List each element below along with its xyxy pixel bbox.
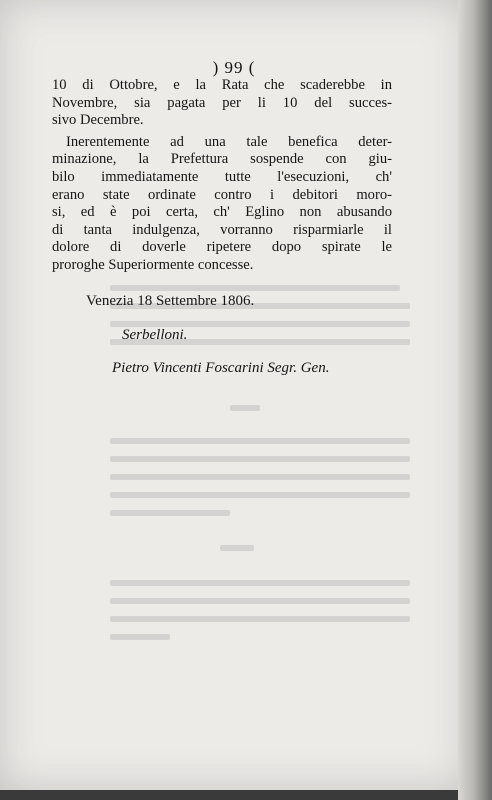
signature-secretary: Pietro Vincenti Foscarini Segr. Gen.	[112, 360, 330, 376]
text-line: di tanta indulgenza, vorranno risparmiarle il	[52, 221, 392, 238]
text-line: minazione, la Prefettura sospende con giu-	[52, 151, 392, 168]
signature-serbelloni: Serbelloni.	[122, 327, 188, 343]
place-and-date: Venezia 18 Settembre 1806.	[86, 293, 255, 309]
text-line: sivo Decembre.	[52, 112, 144, 129]
text-line: erano state ordinate contro i debitori moro-	[52, 186, 392, 203]
text-line: dolore di doverle ripetere dopo spirate le	[52, 239, 392, 256]
text-line: proroghe Superiormente concesse.	[52, 256, 254, 273]
text-line: 10 di Ottobre, e la Rata che scaderebbe in	[52, 77, 392, 93]
text-line: Inerentemente ad una tale benefica deter-	[66, 133, 392, 150]
page-edge-shadow	[458, 0, 492, 800]
text-line: Novembre, sia pagata per li 10 del succes-	[52, 94, 392, 111]
text-line: bilo immediatamente tutte l'esecuzioni, ch'	[52, 168, 392, 185]
page-number-header: ) 99 (	[212, 58, 256, 77]
body-text	[52, 77, 392, 275]
text-line: si, ed è poi certa, ch' Eglino non abusando	[52, 204, 392, 221]
